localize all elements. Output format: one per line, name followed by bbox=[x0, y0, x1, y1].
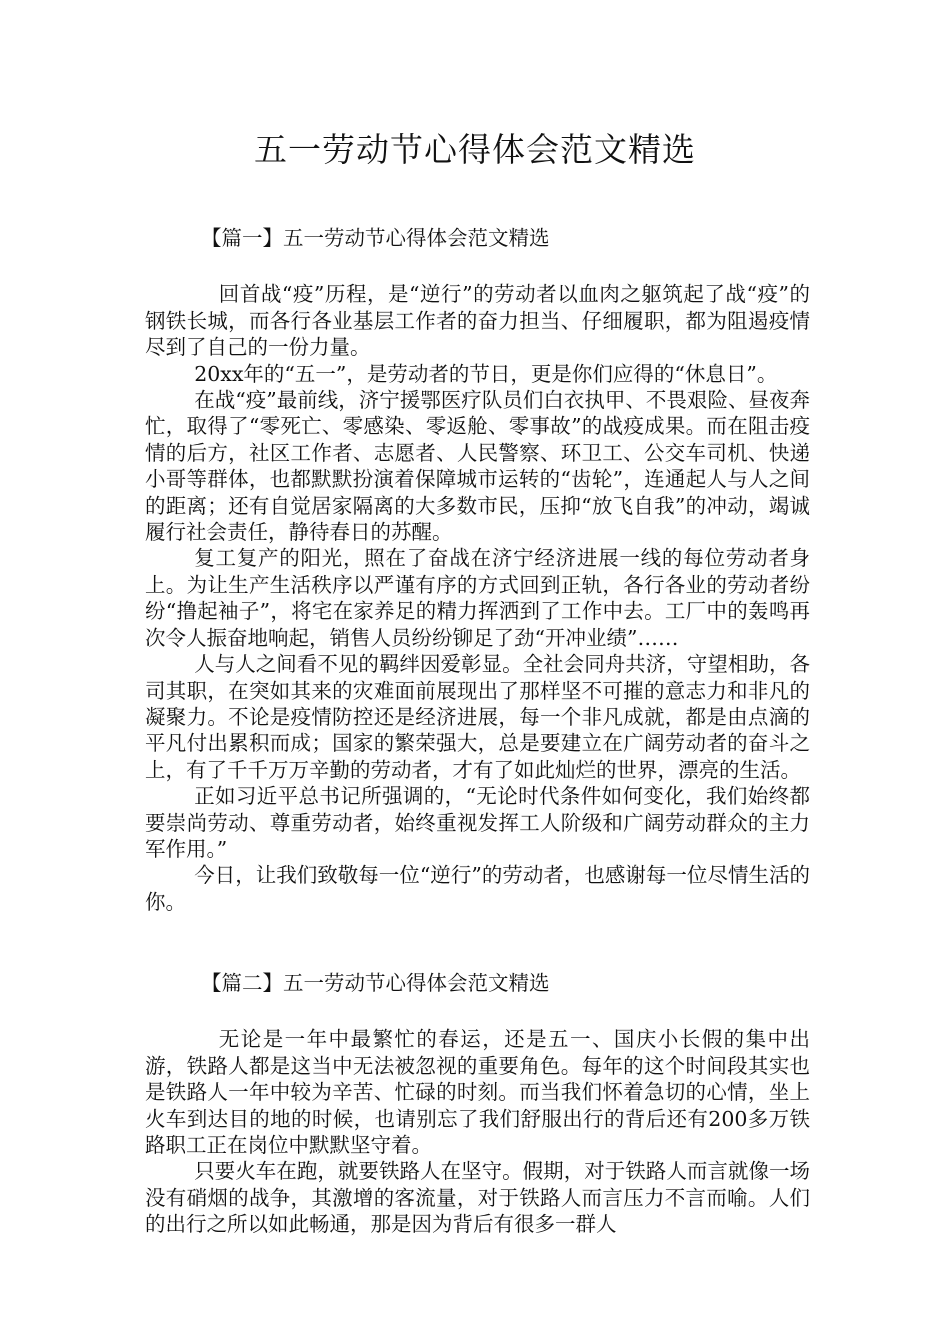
section-one-heading: 【篇一】五一劳动节心得体会范文精选 bbox=[201, 226, 550, 250]
section-two bbox=[145, 970, 810, 1238]
section-one-paragraph-1: 回首战“疫”历程，是“逆行”的劳动者以血肉之躯筑起了战“疫”的钢铁长城，而各行各业基层工作者的奋力担当、仔细履职，都为阻遏疫情尽到了自己的一份力量。 bbox=[145, 282, 810, 360]
section-one-paragraph-6: 正如习近平总书记所强调的，“无论时代条件如何变化，我们始终都要崇尚劳动、尊重劳动者，始终重视发挥工人阶级和广阔劳动群众的主力军作用。” bbox=[145, 784, 810, 861]
document-title: 五一劳动节心得体会范文精选 bbox=[254, 130, 696, 169]
section-two-gap bbox=[145, 996, 810, 1026]
section-two-heading: 【篇二】五一劳动节心得体会范文精选 bbox=[201, 971, 550, 995]
section-one-paragraph-3: 在战“疫”最前线，济宁援鄂医疗队员们白衣执甲、不畏艰险、昼夜奔忙，取得了“零死亡、零感染、零返舱、零事故”的战疫成果。而在阻击疫情的后方，社区工作者、志愿者、人民警察、环卫工、公交车司机、快递小哥等群体，也都默默扮演着保障城市运转的“齿轮”，连通起人与人之间的距离；还有自觉居家隔离的大多数市民，压抑“放飞自我”的冲动，竭诚履行社会责任，静待春日的苏醒。 bbox=[145, 388, 810, 545]
section-one-paragraph-7: 今日，让我们致敬每一位“逆行”的劳动者，也感谢每一位尽情生活的你。 bbox=[145, 863, 810, 914]
section-two-paragraph-2: 只要火车在跑，就要铁路人在坚守。假期，对于铁路人而言就像一场没有硝烟的战争，其激增的客流量，对于铁路人而言压力不言而喻。人们的出行之所以如此畅通，那是因为背后有很多一群人 bbox=[145, 1159, 810, 1237]
section-two-paragraph-1: 无论是一年中最繁忙的春运，还是五一、国庆小长假的集中出游，铁路人都是这当中无法被忽视的重要角色。每年的这个时间段其实也是铁路人一年中较为辛苦、忙碌的时刻。而当我们怀着急切的心情，坐上火车到达目的地的时候，也请别忘了我们舒服出行的背后还有200多万铁路职工正在岗位中默默坚守着。 bbox=[145, 1027, 810, 1158]
section-one-paragraph-5: 人与人之间看不见的羁绊因爱彰显。全社会同舟共济，守望相助，各司其职，在突如其来的灾难面前展现出了那样坚不可摧的意志力和非凡的凝聚力。不论是疫情防控还是经济进展，每一个非凡成就，都是由点滴的平凡付出累积而成；国家的繁荣强大，总是要建立在广阔劳动者的奋斗之上，有了千千万万辛勤的劳动者，才有了如此灿烂的世界，漂亮的生活。 bbox=[145, 652, 810, 782]
section-one-paragraph-4: 复工复产的阳光，照在了奋战在济宁经济进展一线的每位劳动者身上。为让生产生活秩序以严谨有序的方式回到正轨，各行各业的劳动者纷纷“撸起袖子”，将宅在家养足的精力挥洒到了工作中去。工厂中的轰鸣再次令人振奋地响起，销售人员纷纷铆足了劲“开冲业绩”…… bbox=[145, 546, 810, 650]
section-one bbox=[145, 225, 810, 915]
section-one-paragraph-2: 20xx年的“五一”，是劳动者的节日，更是你们应得的“休息日”。 bbox=[194, 361, 778, 386]
section-one-gap bbox=[145, 251, 810, 281]
